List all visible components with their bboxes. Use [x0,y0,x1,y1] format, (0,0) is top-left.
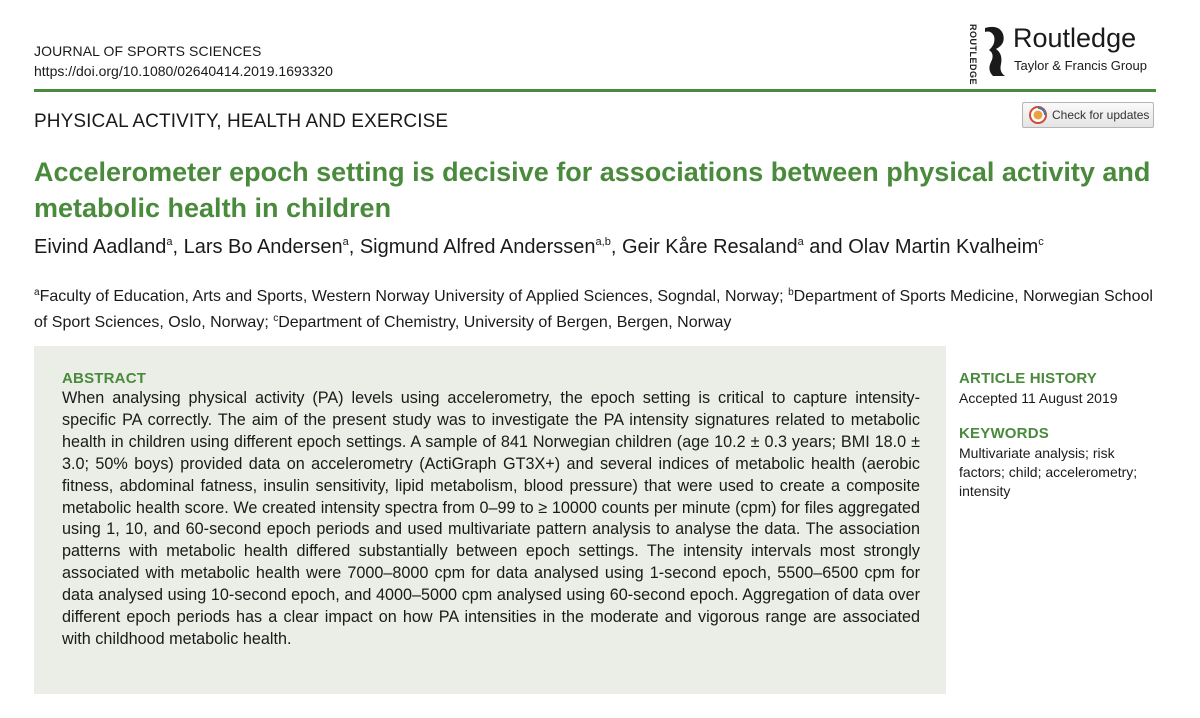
author-affiliation-marker: c [1038,236,1044,248]
header-rule [34,89,1156,92]
publisher-name: Routledge [1013,23,1137,53]
keywords-heading: KEYWORDS [959,425,1049,442]
affiliation-text: Department of Chemistry, University of Bergen, Bergen, Norway [278,314,732,331]
abstract-heading: ABSTRACT [62,370,147,387]
author-affiliation-marker: a [166,236,173,248]
author-affiliation-marker: a,b [595,236,611,248]
author-name[interactable]: Olav Martin Kvalheim [848,236,1039,258]
check-for-updates-label: Check for updates [1052,108,1150,122]
journal-name: JOURNAL OF SPORTS SCIENCES [34,43,262,59]
affiliation-text: Department of Sports Medicine, Norwegian School of Sport Sciences, Oslo, Norway; [34,288,1153,331]
author-name[interactable]: Sigmund Alfred Anderssen [359,236,596,258]
abstract-text: When analysing physical activity (PA) levels using accelerometry, the epoch setting is critical to capture intensity-specific PA correctly. The aim of the present study was to investigate the PA intensity signatures related to metabolic health in children using different epoch settings. A sample of 841 Norwegian children (age 10.2 ± 0.3 years; BMI 18.0 ± 3.0; 50% boys) provided data on accelerometry (ActiGraph GT3X+) and several indices of metabolic health (aerobic fitness, abdominal fatness, insulin sensitivity, lipid metabolism, blood pressure) that were used to create a composite metabolic health score. We created intensity spectra from 0–99 to ≥ 10000 counts per minute (cpm) for files aggregated using 1, 10, and 60-second epoch periods and used multivariate pattern analysis to analyse the data. The association patterns with metabolic health differed substantially between epoch settings. The intensity intervals most strongly associated with metabolic health were 7000–8000 cpm for data analysed using 1-second epoch, 5500–6500 cpm for data analysed using 10-second epoch, and 4000–5000 cpm analysed using 60-second epoch. Aggregation of data over different epoch periods has a clear impact on how PA intensities in the moderate and vigorous range are associated with childhood metabolic health. [62,389,920,648]
article-history-heading: ARTICLE HISTORY [959,370,1098,387]
affiliation-marker: b [788,287,794,298]
abstract-panel [34,346,946,694]
publisher-group: Taylor & Francis Group [1014,58,1147,73]
author-affiliation-marker: a [797,236,804,248]
author-name[interactable]: Lars Bo Andersen [183,236,343,258]
check-for-updates-icon [1029,106,1047,124]
keywords-text: Multivariate analysis; risk factors; child; accelerometry; intensity [959,445,1138,499]
section-heading: PHYSICAL ACTIVITY, HEALTH AND EXERCISE [34,111,449,132]
routledge-logo-icon [979,22,1009,78]
affiliation-marker: c [273,313,279,324]
author-list: Eivind Aadland$^a$, Lars Bo Andersen$^a$, Sigmund Alfred Anderssen$^{a,b}$, Geir Kåre Resaland$^a$ and Olav Martin Kvalheim$^c$ [34,236,1044,258]
author-name[interactable]: Eivind Aadland [34,236,167,258]
check-for-updates-button[interactable] [1022,102,1154,128]
publisher-block [966,20,1166,86]
affiliation-text: Faculty of Education, Arts and Sports, Western Norway University of Applied Sciences, Sogndal, Norway; [39,288,789,305]
article-title: Accelerometer epoch setting is decisive for associations between physical activity and metabolic health in children [34,157,1151,223]
publisher-vertical-label-wrap [966,24,978,86]
affiliations [34,282,1164,334]
publisher-vertical-label: ROUTLEDGE [968,24,978,86]
author-affiliation-marker: a [342,236,349,248]
author-name[interactable]: Geir Kåre Resaland [621,236,798,258]
doi-link[interactable]: https://doi.org/10.1080/02640414.2019.1693320 [34,63,333,79]
affiliation-marker: a [34,287,40,298]
article-history-text: Accepted 11 August 2019 [959,390,1118,406]
